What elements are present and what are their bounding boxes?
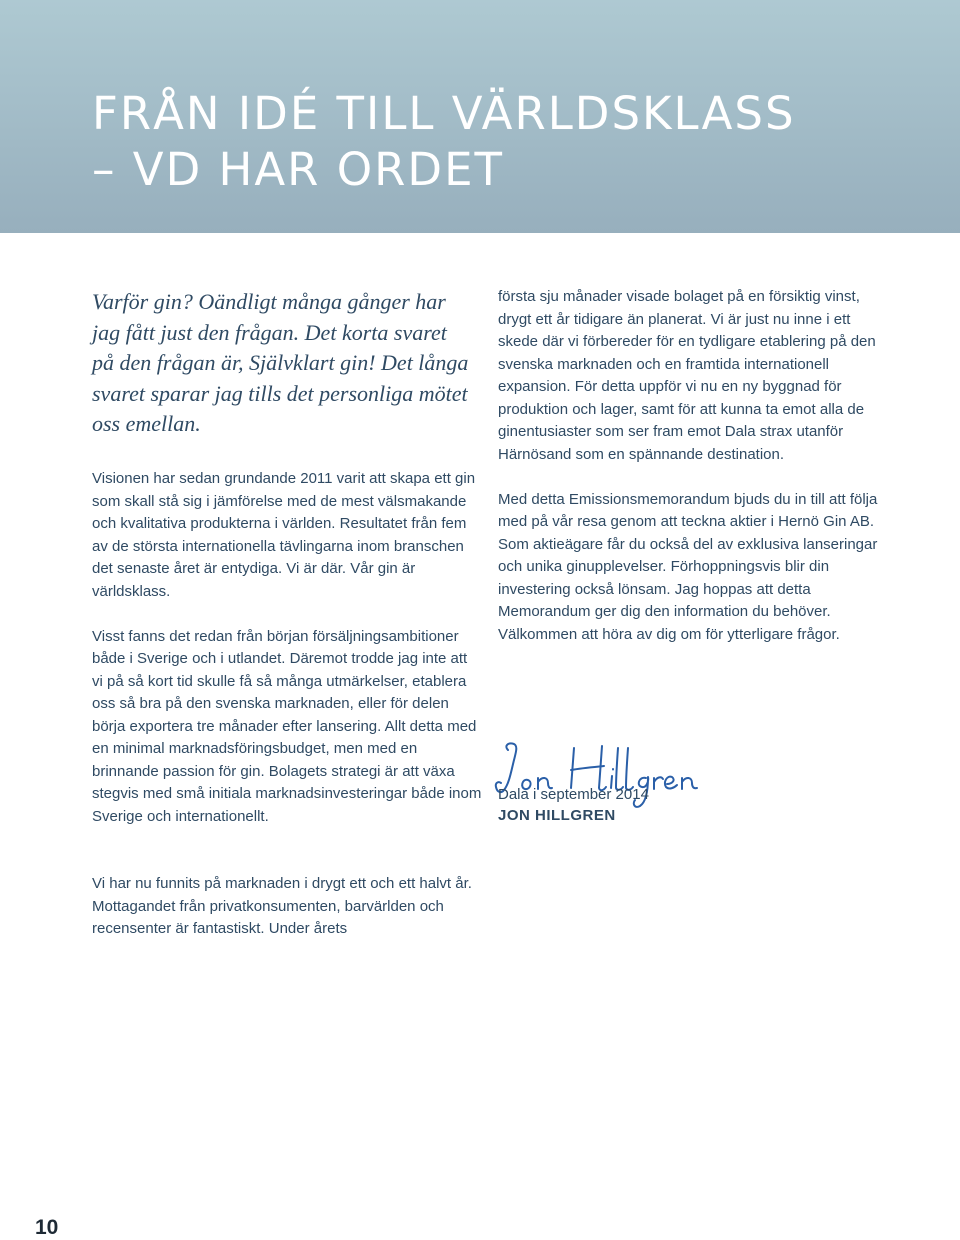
page-title — [92, 86, 796, 198]
left-column-continued — [92, 873, 482, 963]
header-banner — [0, 0, 960, 233]
title-line-2: – VD HAR ORDET — [92, 143, 504, 196]
signature-place-date: Dala i september 2014 — [498, 786, 649, 803]
lead-quote: Varför gin? Oändligt många gånger har jag fått just den frågan. Det korta svaret på den frågan är, Självklart gin! Det långa svaret sparar jag tills det personliga mötet oss emellan. — [92, 289, 469, 436]
paragraph-profit: första sju månader visade bolaget på en försiktig vinst, drygt ett år tidigare än planerat. Vi är just nu inne i ett skede där vi förbereder för en tydligare etablering på den svenska marknaden och en framtida internationell expansion. För detta uppför vi nu en ny byggnad för produktion och lager, samt för att kunna ta emot alla de ginentusiaster som ser fram emot Dala strax utanför Härnösand som en spännande destination. — [498, 288, 876, 463]
page-number: 10 — [35, 1216, 59, 1239]
left-column — [92, 468, 482, 851]
paragraph-vision: Visionen har sedan grundande 2011 varit att skapa ett gin som skall stå sig i jämförelse med de mest välsmakande och kvalitativa produkterna i världen. Resultatet från fem av de största internationella tävlingarna inom branschen det senaste året är entydiga. Vi är där. Vår gin är världsklass. — [92, 470, 476, 600]
paragraph-invitation: Med detta Emissionsmemorandum bjuds du in till att följa med på vår resa genom att teckna aktier i Hernö Gin AB. Som aktieägare får du också del av exklusiva lanseringar och unika ginupplevelser. Förhoppningsvis blir din investering också lönsam. Jag hoppas att detta Memorandum ger dig den information du behöver. Välkommen att höra av dig om för ytterligare frågor. — [498, 490, 878, 643]
title-line-1: FRÅN IDÉ TILL VÄRLDSKLASS — [92, 87, 796, 140]
paragraph-market: Vi har nu funnits på marknaden i drygt ett och ett halvt år. Mottagandet från privatkonsumenten, barvärlden och recensenter är fantastiskt. Under årets — [92, 875, 472, 937]
paragraph-ambitions: Visst fanns det redan från början försäljningsambitioner både i Sverige och i utlandet. Däremot trodde jag inte att vi på så kort tid skulle få så många utmärkelser, etablera oss så bra på den svenska marknaden, eller för delen börja exportera tre månader efter lansering. Allt detta med en minimal marknadsföringsbudget, men med en brinnande passion för gin. Bolagets strategi är att växa stegvis med små initiala marknadsinvesteringar både inom Sverige och internationellt. — [92, 627, 482, 825]
signature-name: JON HILLGREN — [498, 807, 616, 824]
right-column — [498, 286, 888, 669]
